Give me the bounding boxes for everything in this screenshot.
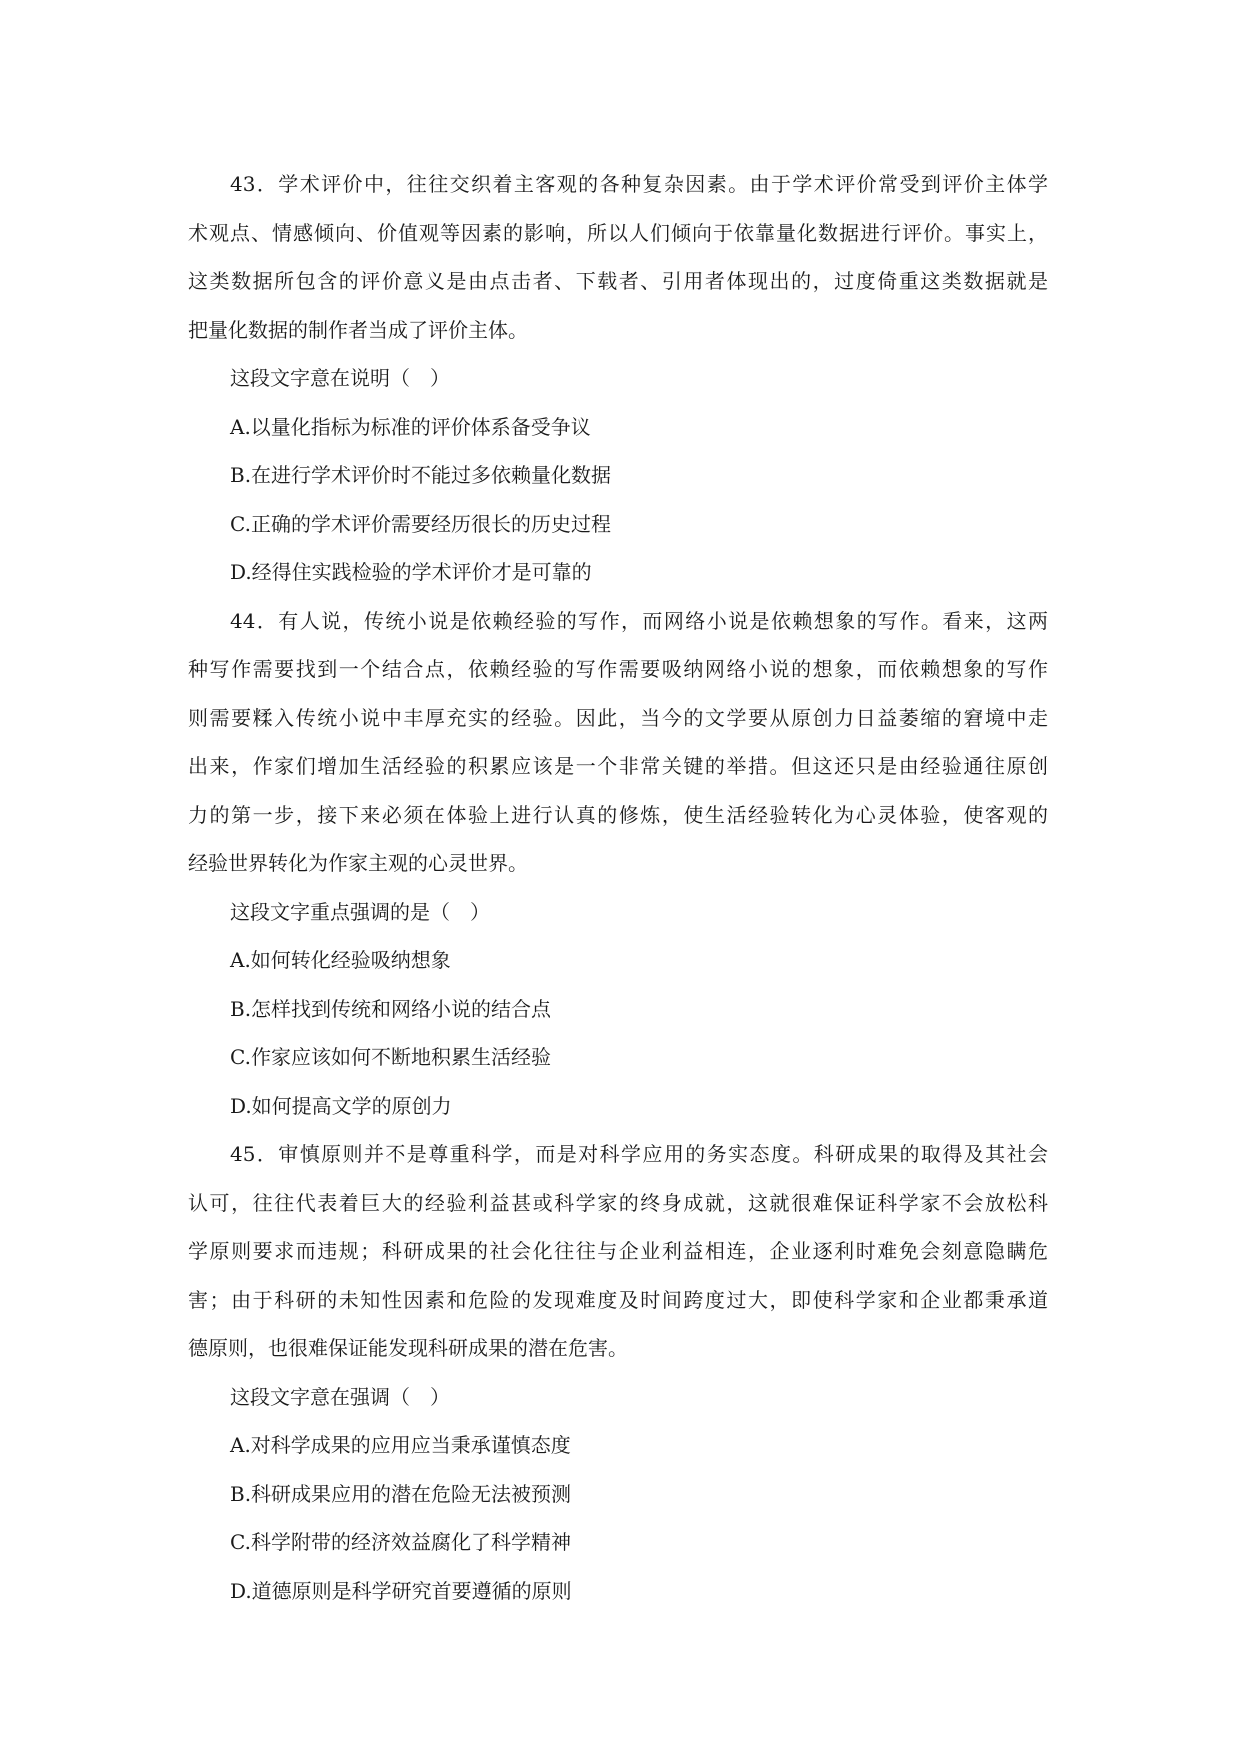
passage-line: 43．学术评价中，往往交织着主客观的各种复杂因素。由于学术评价常受到评价主体学 bbox=[230, 172, 1048, 196]
option-a: A.如何转化经验吸纳想象 bbox=[230, 948, 451, 972]
question-prompt: 这段文字重点强调的是（ ） bbox=[230, 899, 490, 924]
passage-line: 这类数据所包含的评价意义是由点击者、下载者、引用者体现出的，过度倚重这类数据就是 bbox=[188, 269, 1048, 293]
passage-line: 认可，往往代表着巨大的经验利益甚或科学家的终身成就，这就很难保证科学家不会放松科 bbox=[188, 1190, 1048, 1215]
question-43 bbox=[188, 160, 1048, 597]
passage-line: 学原则要求而违规；科研成果的社会化往往与企业利益相连，企业逐利时难免会刻意隐瞒危 bbox=[188, 1239, 1048, 1263]
passage-line: 种写作需要找到一个结合点，依赖经验的写作需要吸纳网络小说的想象，而依赖想象的写作 bbox=[188, 657, 1048, 681]
option-a: A.以量化指标为标准的评价体系备受争议 bbox=[230, 414, 591, 439]
question-list bbox=[188, 160, 1048, 1615]
option-c: C.作家应该如何不断地积累生活经验 bbox=[230, 1045, 551, 1069]
passage-line: 害；由于科研的未知性因素和危险的发现难度及时间跨度过大，即使科学家和企业都秉承道 bbox=[188, 1287, 1048, 1312]
option-d: D.如何提高文学的原创力 bbox=[230, 1093, 452, 1118]
option-c: C.正确的学术评价需要经历很长的历史过程 bbox=[230, 511, 611, 536]
passage-line: 把量化数据的制作者当成了评价主体。 bbox=[188, 317, 528, 342]
option-b: B.科研成果应用的潜在危险无法被预测 bbox=[230, 1481, 572, 1506]
passage-line: 出来，作家们增加生活经验的积累应该是一个非常关键的举措。但这还只是由经验通往原创 bbox=[188, 754, 1048, 778]
passage-line: 经验世界转化为作家主观的心灵世界。 bbox=[188, 851, 528, 875]
question-44 bbox=[188, 597, 1048, 1131]
option-d: D.道德原则是科学研究首要遵循的原则 bbox=[230, 1578, 572, 1603]
option-d: D.经得住实践检验的学术评价才是可靠的 bbox=[230, 560, 592, 584]
passage-line: 44．有人说，传统小说是依赖经验的写作，而网络小说是依赖想象的写作。看来，这两 bbox=[230, 608, 1048, 633]
passage-line: 术观点、情感倾向、价值观等因素的影响，所以人们倾向于依靠量化数据进行评价。事实上， bbox=[188, 220, 1048, 245]
option-b: B.怎样找到传统和网络小说的结合点 bbox=[230, 996, 552, 1021]
question-prompt: 这段文字意在说明（ ） bbox=[230, 366, 450, 390]
passage-line: 力的第一步，接下来必须在体验上进行认真的修炼，使生活经验转化为心灵体验，使客观的 bbox=[188, 802, 1048, 827]
passage-line: 德原则，也很难保证能发现科研成果的潜在危害。 bbox=[188, 1336, 628, 1360]
question-prompt: 这段文字意在强调（ ） bbox=[230, 1384, 450, 1409]
question-45 bbox=[188, 1130, 1048, 1615]
option-b: B.在进行学术评价时不能过多依赖量化数据 bbox=[230, 463, 612, 487]
passage-line: 45．审慎原则并不是尊重科学，而是对科学应用的务实态度。科研成果的取得及其社会 bbox=[230, 1142, 1048, 1166]
passage-line: 则需要糅入传统小说中丰厚充实的经验。因此，当今的文学要从原创力日益萎缩的窘境中走 bbox=[188, 705, 1048, 730]
option-c: C.科学附带的经济效益腐化了科学精神 bbox=[230, 1530, 571, 1554]
option-a: A.对科学成果的应用应当秉承谨慎态度 bbox=[230, 1433, 571, 1457]
